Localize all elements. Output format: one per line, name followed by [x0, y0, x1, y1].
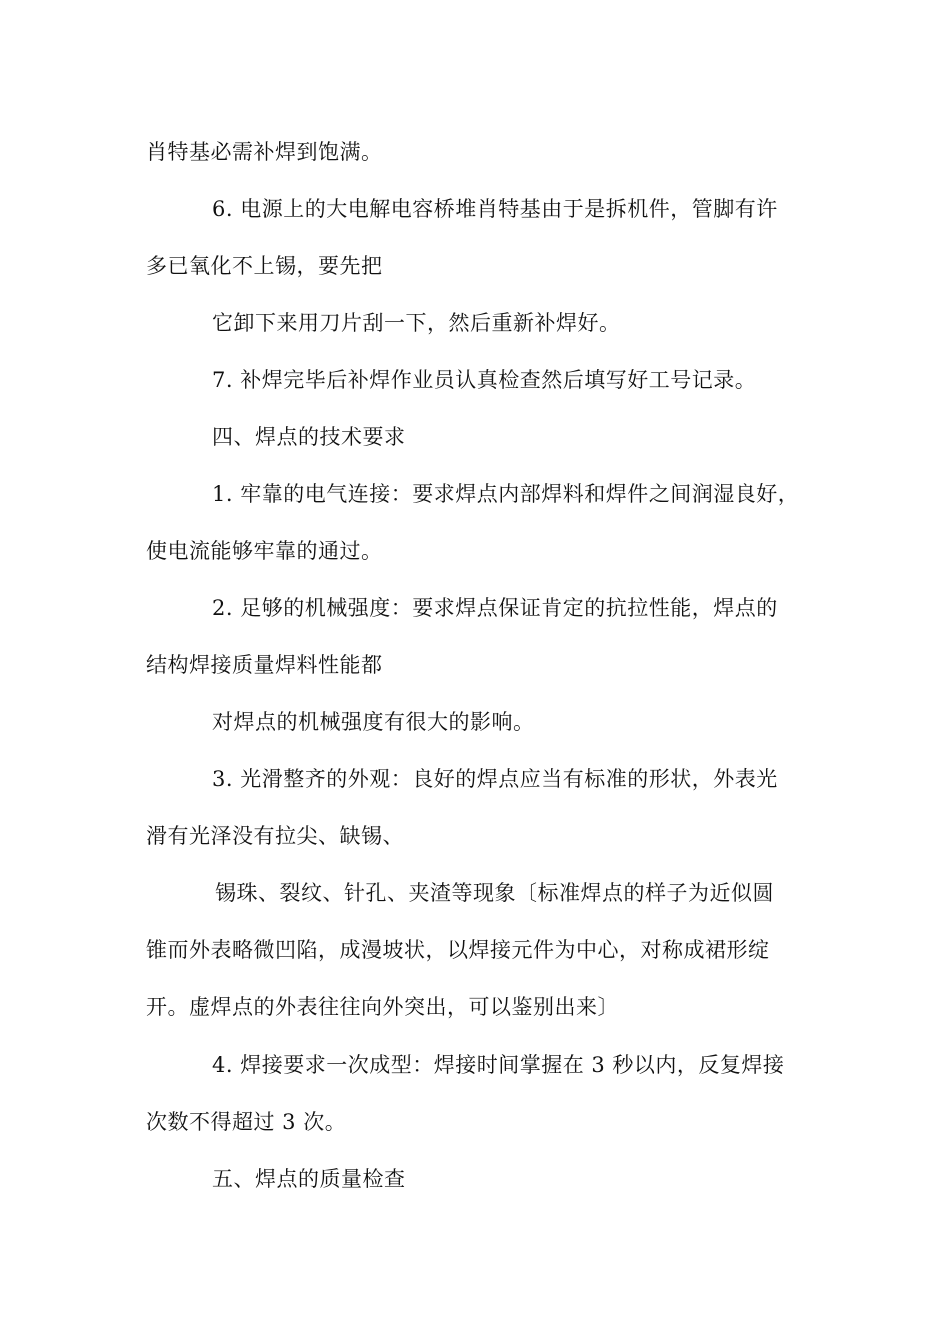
text-line: 多已氧化不上锡，要先把 [146, 254, 383, 278]
text-line: 锥而外表略微凹陷，成漫坡状，以焊接元件为中心，对称成裙形绽 [146, 938, 770, 962]
section-heading-4: 四、焊点的技术要求 [212, 425, 406, 449]
text-line: 次数不得超过 3 次。 [146, 1110, 347, 1134]
text-line: 锡珠、裂纹、针孔、夹渣等现象〔标准焊点的样子为近似圆 [215, 881, 774, 905]
section-heading-5: 五、焊点的质量检查 [212, 1167, 406, 1191]
list-item-3: 3. 光滑整齐的外观：良好的焊点应当有标准的形状，外表光 [212, 767, 778, 791]
list-item-2: 2. 足够的机械强度：要求焊点保证肯定的抗拉性能，焊点的 [212, 596, 778, 620]
text-line: 对焊点的机械强度有很大的影响。 [212, 710, 535, 734]
list-item-1: 1. 牢靠的电气连接：要求焊点内部焊料和焊件之间润湿良好， [212, 482, 800, 506]
list-item-4: 4. 焊接要求一次成型：焊接时间掌握在 3 秒以内，反复焊接 [212, 1053, 785, 1077]
text-line: 结构焊接质量焊料性能都 [146, 653, 383, 677]
text-line: 肖特基必需补焊到饱满。 [146, 140, 383, 164]
text-line: 滑有光泽没有拉尖、缺锡、 [146, 824, 404, 848]
text-line: 它卸下来用刀片刮一下，然后重新补焊好。 [212, 311, 621, 335]
text-line: 使电流能够牢靠的通过。 [146, 539, 383, 563]
text-line: 开。虚焊点的外表往往向外突出，可以鉴别出来〕 [146, 995, 619, 1019]
list-item-7: 7. 补焊完毕后补焊作业员认真检查然后填写好工号记录。 [212, 368, 757, 392]
list-item-6: 6. 电源上的大电解电容桥堆肖特基由于是拆机件，管脚有许 [212, 197, 778, 221]
